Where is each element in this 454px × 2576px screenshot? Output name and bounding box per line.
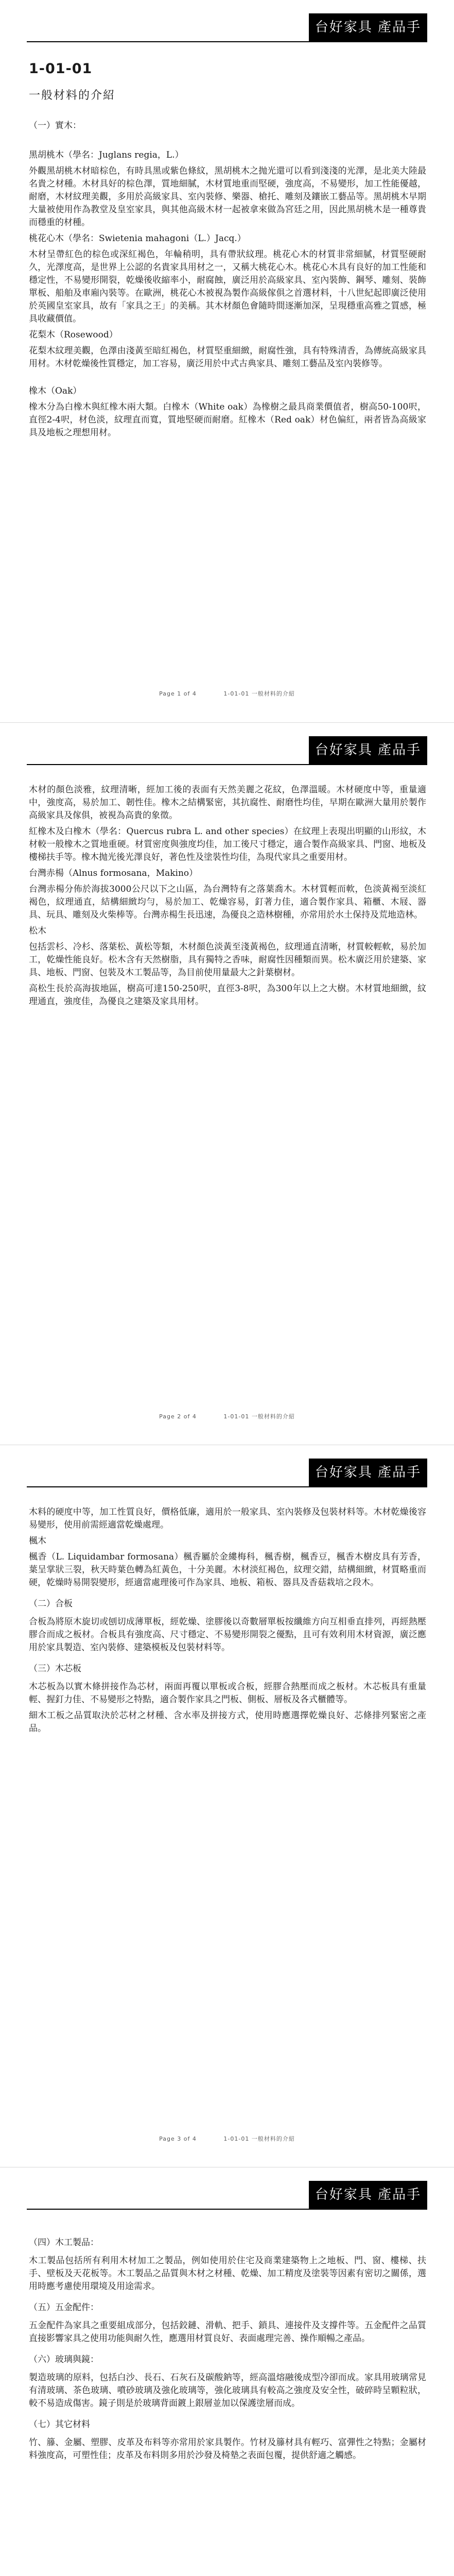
paragraph <box>29 138 426 146</box>
header-rule <box>27 41 427 42</box>
page-footer <box>0 1412 454 1420</box>
header-rule <box>27 1486 427 1487</box>
section-heading: （四）木工製品： <box>29 2238 99 2248</box>
page-body <box>29 1506 426 1738</box>
footer-site: 1-01-01 一般材料的介紹 <box>223 1413 295 1420</box>
paragraph: 楓木 <box>29 1536 46 1546</box>
footer-site: 1-01-01 一般材料的介紹 <box>223 690 295 697</box>
section-heading: （五）五金配件： <box>29 2302 99 2313</box>
paragraph: 木芯板為以實木條拼接作為芯材，兩面再覆以單板或合板，經膠合熱壓而成之板材。木芯板具有重量輕、握釘力佳、不易變形之特點，適合製作家具之門板、側板、層板及各式櫃體等。 <box>29 1682 426 1705</box>
page-4 <box>0 2167 454 2576</box>
page-number: Page 3 of 4 <box>159 2136 197 2142</box>
paragraph: 木工製品包括所有利用木材加工之製品，例如使用於住宅及商業建築物上之地板、門、窗、樓梯、扶手、壁板及天花板等。木工製品之品質與木材之材種、乾燥、加工精度及塗裝等因素有密切之關係，選用時應考慮使用環境及用途需求。 <box>29 2256 426 2292</box>
document-number: 1-01-01 <box>29 61 93 77</box>
paragraph: 橡木分為白橡木與紅橡木兩大類。白橡木（White oak）為橡樹之最具商業價值者，樹高50-100呎，直徑2-4呎，材色淡，紋理直而寬，質地堅硬而耐磨。紅橡木（Red oak）材色偏紅，兩者皆為高級家具及地板之理想用材。 <box>29 402 426 438</box>
page-number: Page 1 of 4 <box>159 690 197 697</box>
page-body <box>29 784 426 1011</box>
page-3 <box>0 1445 454 2167</box>
paragraph: 竹、籐、金屬、塑膠、皮革及布料等亦常用於家具製作。竹材及籐材具有輕巧、富彈性之特點；金屬材料強度高，可塑性佳；皮革及布料則多用於沙發及椅墊之表面包覆，提供舒適之觸感。 <box>29 2437 426 2461</box>
document-title: 一般材料的介紹 <box>29 89 116 102</box>
paragraph: 包括雲杉、冷杉、落葉松、黃松等類，木材顏色淡黃至淺黃褐色，紋理通直清晰，材質較輕軟，易於加工，乾燥性能良好。松木含有天然樹脂，具有獨特之香味，耐腐性因種類而異。松木廣泛用於建築、家具、地板、門窗、包裝及木工製品等，為目前使用量最大之針葉樹材。 <box>29 942 426 978</box>
paragraph: 花梨木紋理美觀，色澤由淺黃至暗紅褐色，材質堅重細緻，耐腐性強，具有特殊清香，為傳統高級家具用材。木材乾燥後性質穩定，加工容易，廣泛用於中式古典家具、雕刻工藝品及室內裝修等。 <box>29 346 426 369</box>
paragraph <box>29 374 426 382</box>
header-label: 台好家具 產品手冊 <box>309 2181 427 2209</box>
paragraph: 木材呈帶紅色的棕色或深紅褐色，年輪稍明，具有帶狀紋理。桃花心木的材質非常細膩，材質堅硬耐久，光澤度高，是世界上公認的名貴家具用材之一，又稱大桃花心木。桃花心木具有良好的加工性能和穩定性，不易變形開裂，乾燥後收縮率小，耐腐蝕，廣泛用於高級家具、室內裝飾、鋼琴、雕刻、裝飾單板、船舶及車廂內裝等。在歐洲，桃花心木被視為製作高級傢俱之首選材料，十八世紀起即廣泛使用於英國皇室家具，故有「家具之王」的美稱。其木材顏色會隨時間逐漸加深，呈現穩重高雅之質感，極具收藏價值。 <box>29 249 426 324</box>
paragraph: 台灣赤楊（Alnus formosana，Makino） <box>29 868 198 878</box>
page-number: Page 2 of 4 <box>159 1413 197 1420</box>
paragraph: 木材的顏色淡雅，紋理清晰，經加工後的表面有天然美麗之花紋，色澤溫暖。木材硬度中等，重量適中，強度高，易於加工、韌性佳。橡木之結構緊密，其抗腐性、耐磨性均佳，早期在歐洲大量用於製作高級家具及傢俱，被視為高貴的象徵。 <box>29 785 426 821</box>
section-heading: （六）玻璃與鏡： <box>29 2354 99 2365</box>
paragraph: 合板為將原木旋切或刨切成薄單板，經乾燥、塗膠後以奇數層單板按纖維方向互相垂直排列，再經熱壓膠合而成之板材。合板具有強度高、尺寸穩定、不易變形開裂之優點，且可有效利用木材資源，廣泛應用於家具製造、室內裝修、建築模板及包裝材料等。 <box>29 1617 426 1653</box>
section-heading: （一）實木： <box>29 121 81 131</box>
page-body <box>29 2228 426 2465</box>
page-body <box>29 111 426 443</box>
paragraph: 桃花心木（學名：Swietenia mahagoni（L.）Jacq.） <box>29 233 246 244</box>
section-heading: （七）其它材料 <box>29 2419 90 2430</box>
paragraph: 高松生長於高海拔地區，樹高可達150-250呎，直徑3-8呎，為300年以上之大樹。木材質地細緻，紋理通直，強度佳，為優良之建築及家具用材。 <box>29 984 426 1007</box>
header-rule <box>27 764 427 765</box>
paragraph: 花梨木（Rosewood） <box>29 330 118 340</box>
paragraph: 製造玻璃的原料，包括白沙、長石、石灰石及碳酸鈉等，經高溫熔融後成型冷卻而成。家具用玻璃常見有清玻璃、茶色玻璃、噴砂玻璃及強化玻璃等，強化玻璃具有較高之強度及安全性，破碎時呈顆粒狀，較不易造成傷害。鏡子則是於玻璃背面鍍上銀層並加以保護塗層而成。 <box>29 2372 426 2409</box>
paragraph: 木料的硬度中等，加工性質良好，價格低廉，適用於一般家具、室內裝修及包裝材料等。木材乾燥後容易變形，使用前需經適當乾燥處理。 <box>29 1507 426 1530</box>
header-label: 台好家具 產品手冊 <box>309 13 427 41</box>
page-footer <box>0 2134 454 2143</box>
page-1 <box>0 0 454 722</box>
page-footer <box>0 689 454 698</box>
paragraph: 外觀黑胡桃木材暗棕色，有時具黑或紫色條紋，黑胡桃木之抛光還可以看到淺淺的光澤，是北美大陸最名貴之材種。木材具好的棕色澤，質地細膩，木材質地重而堅硬，強度高，不易變形，加工性能優越，耐磨，木材紋理美觀，多用於高級家具、室內裝修、樂器、槍托、雕刻及鑲嵌工藝品等。黑胡桃木早期大量被使用作為教堂及皇室家具，與其他高級木材一起被拿來做為宮廷之用，因此黑胡桃木是一種尊貴而穩重的材種。 <box>29 166 426 228</box>
paragraph: 紅橡木及白橡木（學名：Quercus rubra L. and other species）在紋理上表現出明顯的山形紋，木材較一般橡木之質地重硬。材質密度與強度均佳，加工後尺寸穩定，適合製作高級家具、門窗、地板及樓梯扶手等。橡木抛光後光澤良好，著色性及塗裝性均佳，為現代家具之重要用材。 <box>29 826 426 862</box>
header-label: 台好家具 產品手冊 <box>309 736 427 764</box>
paragraph: 細木工板之品質取決於芯材之材種、含水率及拼接方式，使用時應選擇乾燥良好、芯條排列緊密之產品。 <box>29 1710 426 1734</box>
paragraph: 楓香（L. Liquidambar formosana）楓香屬於金縷梅科，楓香樹，楓香豆，楓香木樹皮具有芳香，葉呈掌狀三裂，秋天時葉色轉為紅黃色，十分美麗。木材淡紅褐色，紋理交錯，結構細緻，材質略重而硬，乾燥時易開裂變形，經適當處理後可作為家具、地板、箱板、器具及香菇栽培之段木。 <box>29 1552 426 1588</box>
paragraph: 五金配件為家具之重要組成部分，包括鉸鏈、滑軌、把手、鎖具、連接件及支撐件等。五金配件之品質直接影響家具之使用功能與耐久性，應選用材質良好、表面處理完善、操作順暢之產品。 <box>29 2320 426 2344</box>
paragraph: 橡木（Oak） <box>29 386 82 396</box>
section-heading: （二）合板 <box>29 1599 73 1609</box>
header-rule <box>27 2209 427 2210</box>
paragraph: 台灣赤楊分佈於海拔3000公尺以下之山區，為台灣特有之落葉喬木。木材質輕而軟，色淡黃褐至淡紅褐色，紋理通直，結構細緻均勻，易於加工、乾燥容易，釘著力佳，適合製作家具、箱櫃、木屐、器具、玩具、雕刻及火柴棒等。台灣赤楊生長迅速，為優良之造林樹種，亦常用於水土保持及荒地造林。 <box>29 884 426 920</box>
page-2 <box>0 722 454 1445</box>
footer-site: 1-01-01 一般材料的介紹 <box>223 2136 295 2142</box>
paragraph: 松木 <box>29 926 46 936</box>
section-heading: （三）木芯板 <box>29 1664 81 1674</box>
header-label: 台好家具 產品手冊 <box>309 1459 427 1486</box>
paragraph: 黑胡桃木（學名：Juglans regia，L.） <box>29 150 184 160</box>
